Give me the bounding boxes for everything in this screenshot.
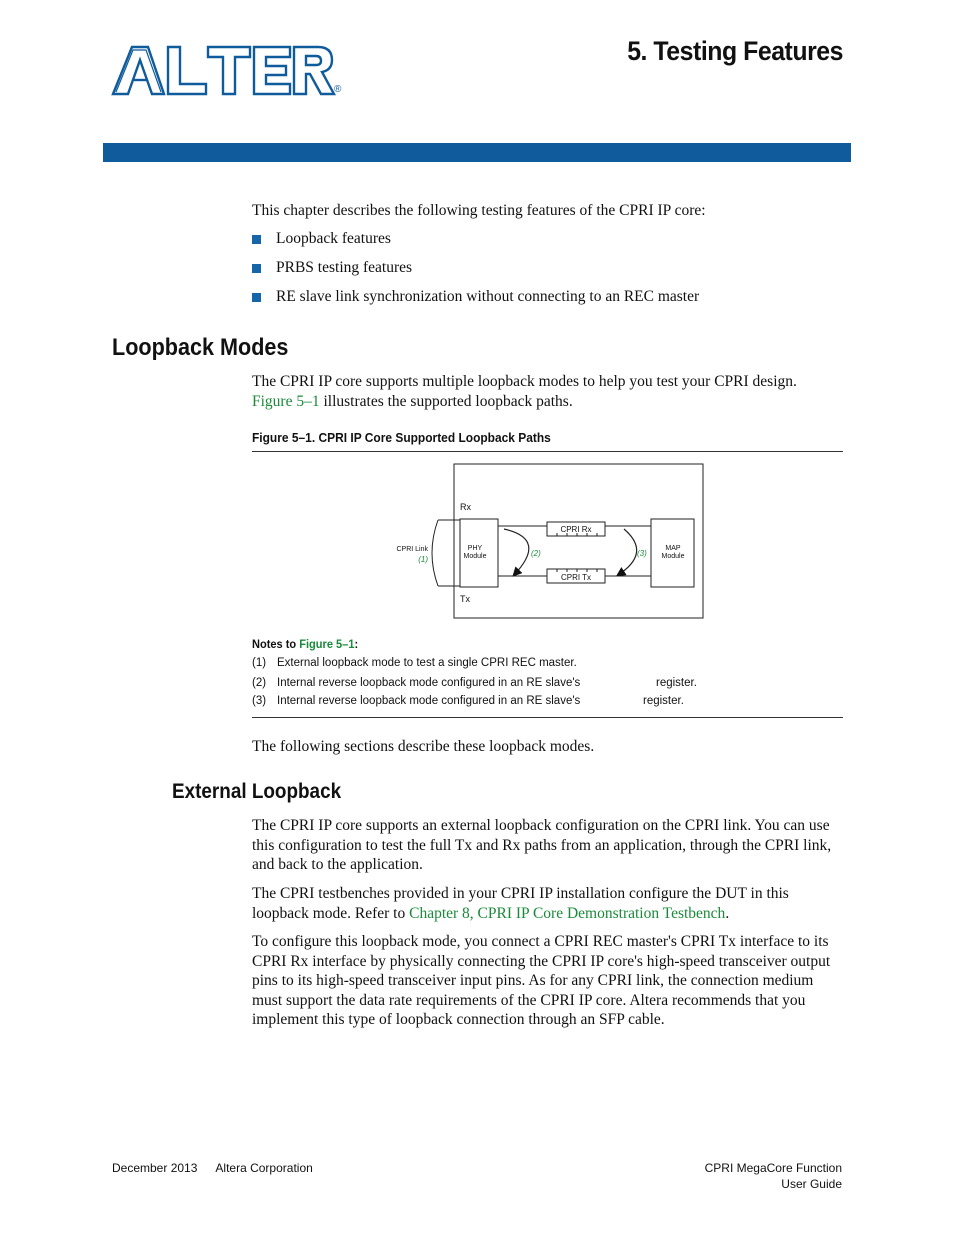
list-item: RE slave link synchronization without connecting to an REC master	[252, 287, 699, 316]
map-label-line2: Module	[661, 553, 685, 560]
list-item: PRBS testing features	[252, 258, 699, 287]
registered-mark: ®	[334, 84, 342, 95]
figure-note-1: (1) External loopback mode to test a single CPRI REC master.	[252, 657, 577, 669]
notes-figure-link[interactable]: Figure 5–1	[299, 637, 355, 651]
figure-5-1-link[interactable]: Figure 5–1	[252, 392, 320, 410]
altera-logo	[110, 44, 350, 100]
external-loopback-paragraph-1: The CPRI IP core supports an external loopback configuration on the CPRI link. You can use this configuration to test the full Tx and Rx paths from an application, through the CPRI link, and back to the application.	[252, 817, 832, 874]
footer-date: December 2013	[112, 1161, 198, 1175]
chapter-title: 5. Testing Features	[627, 36, 843, 66]
header-band	[103, 143, 851, 162]
footer-right	[600, 1160, 842, 1192]
footer-left	[112, 1160, 313, 1176]
figure-top-rule	[252, 451, 843, 452]
figure-caption: Figure 5–1. CPRI IP Core Supported Loopback Paths	[252, 430, 551, 445]
figure-bottom-rule	[252, 717, 843, 718]
loopback-intro-paragraph: The CPRI IP core supports multiple loopback modes to help you test your CPRI design. Figure 5–1 illustrates the supported loopback paths.	[252, 373, 797, 410]
rx-reverse-loopback-arrow	[504, 529, 529, 575]
figure-notes-title: Notes to Figure 5–1:	[252, 637, 359, 651]
figure-note-3: (3) Internal reverse loopback mode configured in an RE slave's register.	[252, 695, 684, 707]
external-loopback-paragraph-2: The CPRI testbenches provided in your CPRI IP installation configure the DUT in this loopback mode. Refer to Chapter 8, CPRI IP Core Demonstration Testbench.	[252, 885, 789, 922]
altera-logo-mark	[110, 44, 350, 100]
cpri-rx-label: CPRI Rx	[560, 525, 592, 534]
map-reverse-loopback-arrow	[618, 529, 637, 575]
phy-label-line1: PHY	[467, 545, 483, 552]
cpri-tx-label: CPRI Tx	[560, 573, 592, 582]
loopback-diagram	[380, 463, 710, 623]
phy-label-line2: Module	[463, 553, 487, 560]
footer-product: CPRI MegaCore Function	[704, 1161, 842, 1175]
figure-note-2: (2) Internal reverse loopback mode configured in an RE slave's register.	[252, 677, 697, 689]
note-2-tail: register.	[656, 677, 697, 689]
tx-label: Tx	[460, 594, 470, 604]
note-ref-2: (2)	[531, 549, 541, 558]
external-loopback-curve	[432, 520, 438, 586]
following-sections-text: The following sections describe these loopback modes.	[252, 738, 595, 755]
map-label-line1: MAP	[665, 545, 681, 552]
bullet-square-icon	[252, 235, 261, 244]
rx-label: Rx	[460, 502, 471, 512]
ip-core-boundary	[454, 464, 703, 618]
cpri-link-label: CPRI Link	[396, 546, 428, 553]
loopback-figure	[380, 463, 710, 623]
section-heading-external-loopback: External Loopback	[172, 780, 342, 803]
footer-company: Altera Corporation	[215, 1161, 313, 1175]
bullet-square-icon	[252, 264, 261, 273]
bullet-list	[252, 229, 699, 316]
note-ref-1: (1)	[418, 555, 428, 564]
note-3-tail: register.	[643, 695, 684, 707]
intro-text: This chapter describes the following testing features of the CPRI IP core:	[252, 202, 706, 219]
list-item: Loopback features	[252, 229, 699, 258]
note-ref-3: (3)	[637, 549, 647, 558]
section-heading-loopback-modes: Loopback Modes	[112, 334, 289, 361]
footer-doc: User Guide	[781, 1177, 842, 1191]
external-loopback-paragraph-3: To configure this loopback mode, you connect a CPRI REC master's CPRI Tx interface to its CPRI Rx interface by physically connecting the CPRI IP core's high-speed transceiver output pins to its high-speed transceiver input pins. As for any CPRI link, the connection medium must support the data rate requirements of the CPRI IP core. Altera recommends that you implement this type of loopback connection through an SFP cable.	[252, 933, 831, 1029]
bullet-square-icon	[252, 293, 261, 302]
chapter-8-link[interactable]: Chapter 8, CPRI IP Core Demonstration Testbench	[409, 904, 726, 922]
